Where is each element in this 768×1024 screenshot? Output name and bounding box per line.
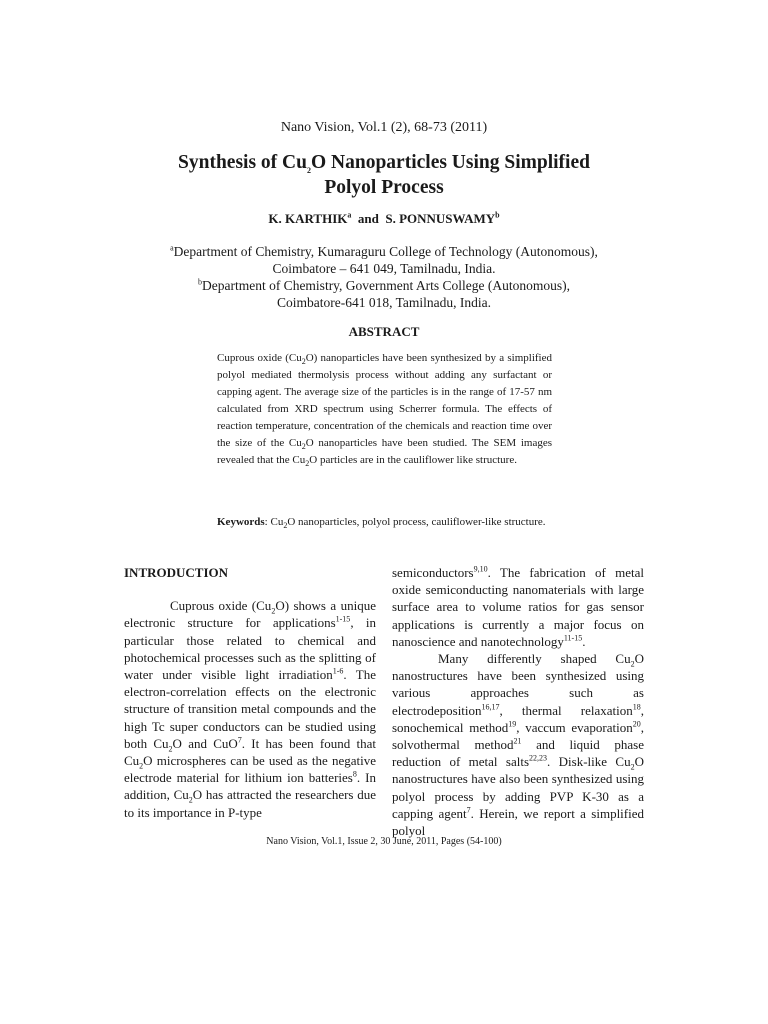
subscript: 2 [283, 521, 288, 531]
author-name: S. PONNUSWAMY [385, 211, 496, 226]
citation: 11-15 [563, 633, 583, 643]
body-text: , solvothermal method [392, 719, 644, 753]
citation: 19 [508, 719, 517, 729]
author-list [0, 211, 768, 227]
title-text: Polyol Process [324, 177, 444, 198]
subscript: 2 [168, 744, 173, 754]
body-text: . In addition, Cu [124, 770, 376, 803]
abstract-text: O particles are in the cauliflower like structure. [309, 454, 517, 466]
subscript: 2 [305, 459, 310, 469]
keywords-text: O nanoparticles, polyol process, cauliflower-like structure. [287, 516, 546, 528]
citation: 20 [632, 719, 641, 729]
citation: 21 [513, 736, 522, 746]
abstract-heading: ABSTRACT [348, 324, 420, 339]
subscript: 2 [630, 762, 635, 772]
body-text: , thermal relaxation [499, 702, 633, 718]
body-text: O and CuO [172, 735, 238, 751]
subscript: 2 [630, 659, 635, 669]
paragraph [392, 564, 644, 650]
body-text: O) shows a unique electronic structure for applications [124, 598, 376, 631]
abstract-text: O nanoparticles have been studied. The SEM images revealed that the Cu [217, 437, 552, 466]
citation: 9,10 [473, 564, 488, 574]
title-text: O Nanoparticles Using Simplified [310, 152, 590, 173]
affiliation-marker: b [197, 277, 202, 287]
subscript: 2 [271, 606, 276, 616]
paper-title [84, 150, 684, 200]
body-text: . Herein, we report a simplified polyol [392, 805, 644, 839]
body-text: Many differently shaped Cu [438, 651, 631, 667]
page-footer: Nano Vision, Vol.1, Issue 2, 30 June, 2011, Pages (54-100) [266, 836, 502, 847]
keywords [217, 514, 552, 531]
journal-header: Nano Vision, Vol.1 (2), 68-73 (2011) [280, 120, 488, 135]
body-text: . It has been found that Cu [124, 735, 376, 769]
author-conjunction: and [357, 211, 379, 226]
affiliation-text: Coimbatore – 641 049, Tamilnadu, India. [272, 261, 496, 276]
subscript: 2 [188, 796, 193, 806]
body-text: Cuprous oxide (Cu [170, 598, 272, 614]
body-text: O microspheres can be used as the negative electrode material for lithium ion batteries [124, 753, 376, 786]
body-text: , sonochemical method [392, 702, 644, 735]
keywords-text: : Cu [264, 516, 284, 528]
abstract-text: Cuprous oxide (Cu [217, 352, 302, 364]
body-text: . The electron-correlation effects on the electronic structure of transition metal compounds and the high Tc super conductors can be studied using both Cu [124, 667, 376, 751]
citation: 1-15 [335, 615, 351, 625]
affiliation-text: Department of Chemistry, Kumaraguru College of Technology (Autonomous), [173, 244, 598, 259]
citation: 7 [237, 735, 242, 745]
subscript: 2 [301, 357, 306, 367]
affiliation-marker: a [347, 210, 352, 220]
body-text: and liquid phase reduction of metal salts [392, 737, 644, 770]
body-text: semiconductors [392, 565, 474, 580]
title-text: Synthesis of Cu [178, 152, 307, 173]
affiliation-a [0, 243, 768, 277]
paragraph [392, 650, 644, 839]
body-text: , vaccum evaporation [516, 719, 633, 735]
body-text: . Disk-like Cu [547, 754, 631, 770]
citation: 8 [352, 769, 357, 779]
subscript: 2 [301, 442, 306, 452]
citation: 1-6 [332, 666, 344, 676]
section-heading: INTRODUCTION [124, 565, 229, 580]
keywords-label: Keywords [217, 516, 265, 528]
affiliation-marker: a [170, 243, 174, 253]
author-name: K. KARTHIK [268, 211, 348, 226]
citation: 7 [466, 805, 471, 815]
body-text: . [582, 633, 586, 649]
body-text: , in particular those related to chemical and photochemical processes such as the splitting of water under visible light irradiation [124, 615, 376, 683]
intro-column-right [392, 564, 644, 839]
body-text: O has attracted the researchers due to its importance in P-type [124, 787, 376, 820]
abstract-text: O) nanoparticles have been synthesized by a simplified polyol mediated thermolysis process without adding any surfactant or capping agent. The average size of the particles is in the range of 17-57 nm calculated from XRD spectrum using Scherrer formula. The effects of reaction temperature, concentration of the chemicals and reaction time over the size of the Cu [217, 352, 552, 449]
affiliation-text: Coimbatore-641 018, Tamilnadu, India. [276, 295, 492, 310]
citation: 22,23 [529, 753, 548, 763]
citation: 16,17 [481, 702, 500, 712]
body-text: O nanostructures have also been synthesized using polyol process by adding PVP K-30 as a capping agent [392, 754, 644, 821]
affiliation-b [0, 277, 768, 311]
subscript: 2 [139, 761, 144, 771]
citation: 18 [632, 702, 641, 712]
body-text: . The fabrication of metal oxide semiconducting nanomaterials with large surface area to volume ratios for gas sensor applications is currently a major focus on nanoscience and nanotechnology [392, 565, 644, 649]
paragraph [124, 597, 376, 821]
intro-column-left [124, 564, 376, 821]
abstract-body [217, 350, 552, 469]
subscript: 2 [306, 165, 311, 175]
affiliation-text: Department of Chemistry, Government Arts College (Autonomous), [201, 278, 571, 293]
affiliation-marker: b [495, 210, 500, 220]
body-text: O nanostructures have been synthesized using various approaches such as electrodeposition [392, 651, 644, 718]
